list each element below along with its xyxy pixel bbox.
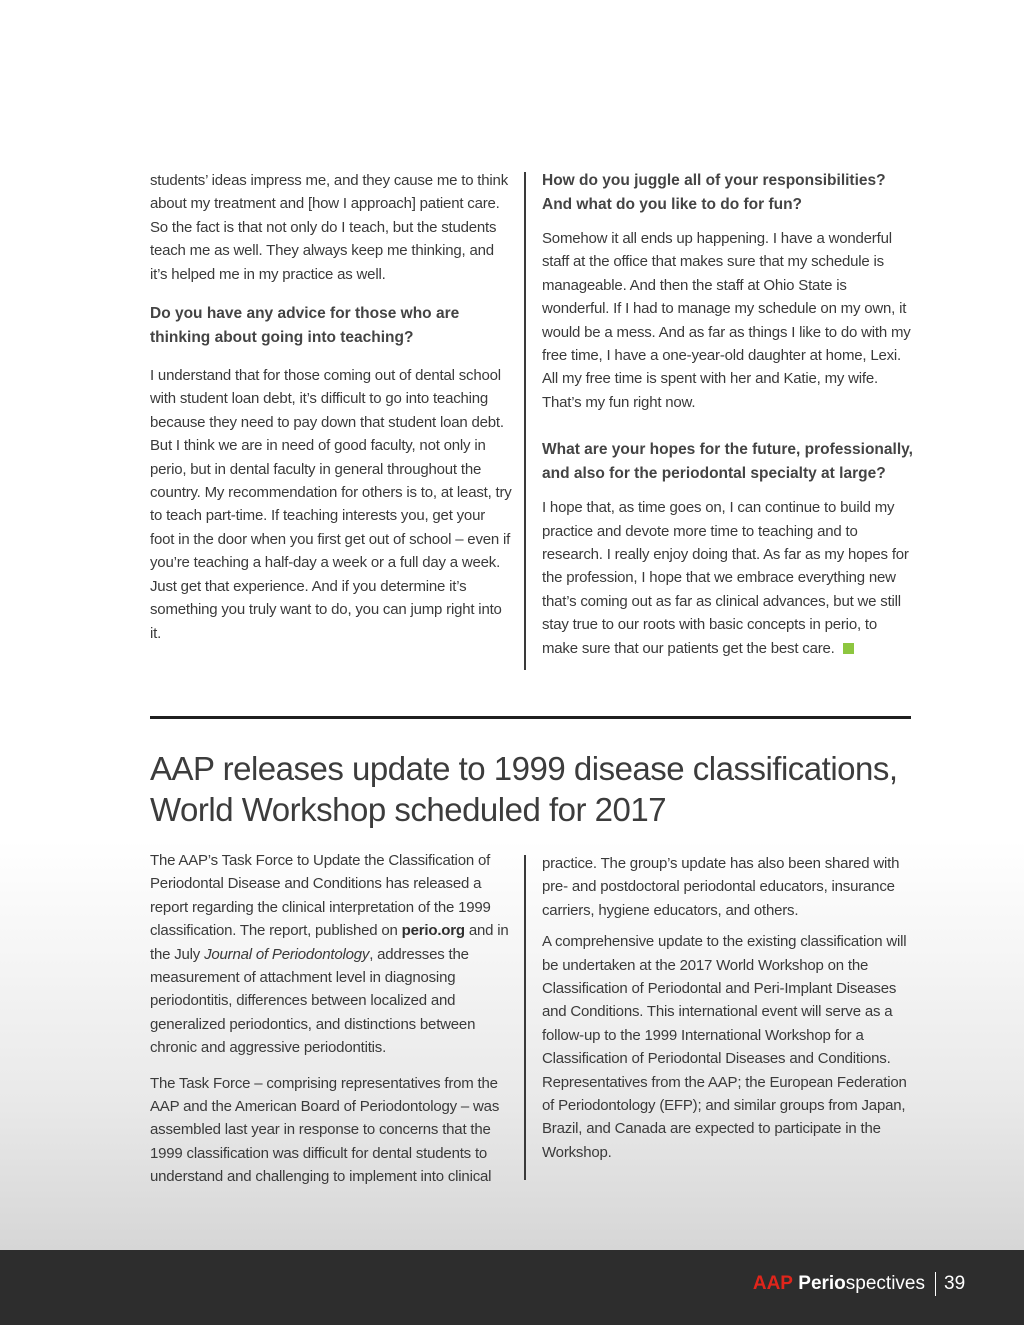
column-divider-top [524, 172, 526, 670]
article-headline: AAP releases update to 1999 disease classifications, World Workshop scheduled for 2017 [150, 750, 898, 828]
interview-answer: Somehow it all ends up happening. I have a wonderful staff at the office that makes sure that my schedule is manageable. And then the staff at Ohio State is wonderful. If I had to manage my schedule on my own, it would be a mess. And as far as things I like to do with my free time, I have a one-year-old daughter at home, Lexi. All my free time is spent with her and Katie, my wife. That’s my fun right now. [542, 230, 911, 411]
article-text: The AAP’s Task Force to Update the Classification of Periodontal Disease and Conditions has released a report regarding the clinical interpretation of the 1999 classification. The report, published on [150, 852, 491, 940]
publication-brand [753, 1272, 925, 1296]
brand-spectives: spectives [845, 1273, 925, 1294]
interview-question: How do you juggle all of your responsibilities? And what do you like to do for fun? [542, 172, 886, 213]
journal-title: Journal of Periodontology [204, 945, 370, 963]
interview-answer: I understand that for those coming out of dental school with student loan debt, it’s difficult to go into teaching because they need to pay down that student loan debt. But I think we are in need of good faculty, not only in perio, but in dental faculty in general throughout the country. My recommendation for others is to, at least, try to teach part-time. If teaching interests you, get your foot in the door when you first get out of school – even if you’re teaching a half-day a week or a full day a week. Just get that experience. And if you determine it’s something you truly want to do, you can jump right into it. [150, 367, 512, 642]
interview-right-column [542, 169, 914, 672]
end-mark-icon [843, 643, 854, 654]
brand-aap: AAP [752, 1273, 793, 1294]
interview-question: Do you have any advice for those who are thinking about going into teaching? [150, 305, 460, 347]
interview-left-column [150, 169, 512, 657]
brand-perio: Perio [798, 1273, 846, 1294]
interview-question: What are your hopes for the future, professionally, and also for the periodontal specialty at large? [542, 441, 913, 483]
article-right-column [542, 852, 914, 1176]
interview-answer-text: I hope that, as time goes on, I can continue to build my practice and devote more time to teaching and to research. I really enjoy doing that. As far as my hopes for the profession, I hope that we embrace everything new that’s coming out as far as clinical advances, but we still stay true to our roots with basic concepts in perio, to make sure that our patients get the best care. [542, 499, 909, 657]
article-paragraph: practice. The group’s update has also been shared with pre- and postdoctoral periodontal educators, insurance carriers, hygiene educators, and others. [542, 855, 900, 919]
article-text: , addresses the measurement of attachment level in diagnosing periodontitis, differences between localized and generalized periodontics, and distinctions between chronic and aggressive periodontitis. [150, 945, 476, 1057]
perio-org-link[interactable]: perio.org [401, 922, 465, 940]
section-divider [150, 716, 911, 719]
footer-separator [935, 1272, 936, 1296]
article-left-column [150, 849, 512, 1201]
article-text: and in the July [150, 922, 509, 963]
interview-answer [542, 496, 914, 660]
interview-paragraph: students’ ideas impress me, and they cause me to think about my treatment and [how I approach] patient care. So the fact is that not only do I teach, but the students teach me as well. They always keep me thinking, and it’s helped me in my practice as well. [150, 172, 508, 283]
article-paragraph [150, 849, 512, 1060]
article-paragraph: A comprehensive update to the existing classification will be undertaken at the 2017 World Workshop on the Classification of Periodontal and Peri-Implant Diseases and Conditions. This international event will serve as a follow-up to the 1999 International Workshop for a Classification of Periodontal Diseases and Conditions. Representatives from the AAP; the European Federation of Periodontology (EFP); and similar groups from Japan, Brazil, and Canada are expected to participate in the Workshop. [542, 933, 907, 1161]
article-paragraph: The Task Force – comprising representatives from the AAP and the American Board of Periodontology – was assembled last year in response to concerns that the 1999 classification was difficult for dental students to understand and challenging to implement into clinical [150, 1074, 500, 1186]
column-divider-bottom [524, 855, 526, 1180]
page-number: 39 [944, 1273, 966, 1294]
